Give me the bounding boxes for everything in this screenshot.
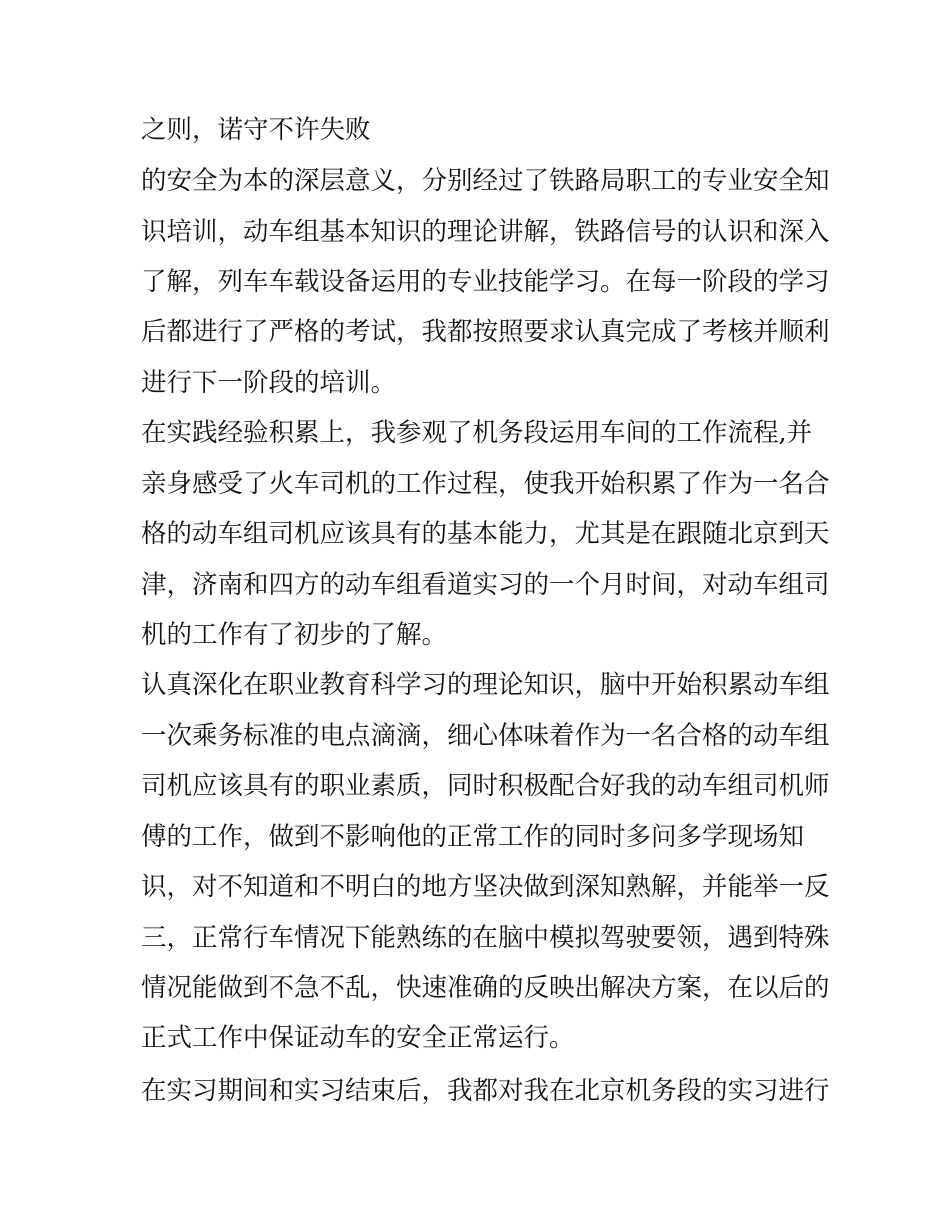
text-line: 识培训，动车组基本知识的理论讲解，铁路信号的认识和深入 xyxy=(141,217,830,247)
text-line: 正式工作中保证动车的安全正常运行。 xyxy=(141,1023,575,1053)
text-line: 情况能做到不急不乱，快速准确的反映出解决方案，在以后的 xyxy=(141,973,830,1003)
text-line: 机的工作有了初步的了解。 xyxy=(141,620,448,650)
text-line: 在实习期间和实习结束后，我都对我在北京机务段的实习进行 xyxy=(141,1076,830,1106)
text-line: 亲身感受了火车司机的工作过程，使我开始积累了作为一名合 xyxy=(141,469,830,499)
text-line: 三，正常行车情况下能熟练的在脑中模拟驾驶要领，遇到特殊 xyxy=(141,923,830,953)
text-line: 识，对不知道和不明白的地方坚决做到深知熟解，并能举一反 xyxy=(141,872,830,902)
text-line: 格的动车组司机应该具有的基本能力，尤其是在跟随北京到天 xyxy=(141,519,830,549)
text-line: 一次乘务标准的电点滴滴，细心体味着作为一名合格的动车组 xyxy=(141,721,830,751)
text-line: 在实践经验积累上，我参观了机务段运用车间的工作流程,并 xyxy=(141,418,813,448)
text-line: 傅的工作，做到不影响他的正常工作的同时多问多学现场知 xyxy=(141,822,805,852)
text-line: 津，济南和四方的动车组看道实习的一个月时间，对动车组司 xyxy=(141,570,830,600)
text-line: 后都进行了严格的考试，我都按照要求认真完成了考核并顺利 xyxy=(141,317,830,347)
text-line: 的安全为本的深层意义，分别经过了铁路局职工的专业安全知 xyxy=(141,166,830,196)
text-line: 之则，诺守不许失败 xyxy=(141,115,371,145)
text-line: 了解，列车车载设备运用的专业技能学习。在每一阶段的学习 xyxy=(141,267,830,297)
text-line: 认真深化在职业教育科学习的理论知识，脑中开始积累动车组 xyxy=(141,670,830,700)
text-line: 司机应该具有的职业素质，同时积极配合好我的动车组司机师 xyxy=(141,771,830,801)
text-line: 进行下一阶段的培训。 xyxy=(141,368,397,398)
